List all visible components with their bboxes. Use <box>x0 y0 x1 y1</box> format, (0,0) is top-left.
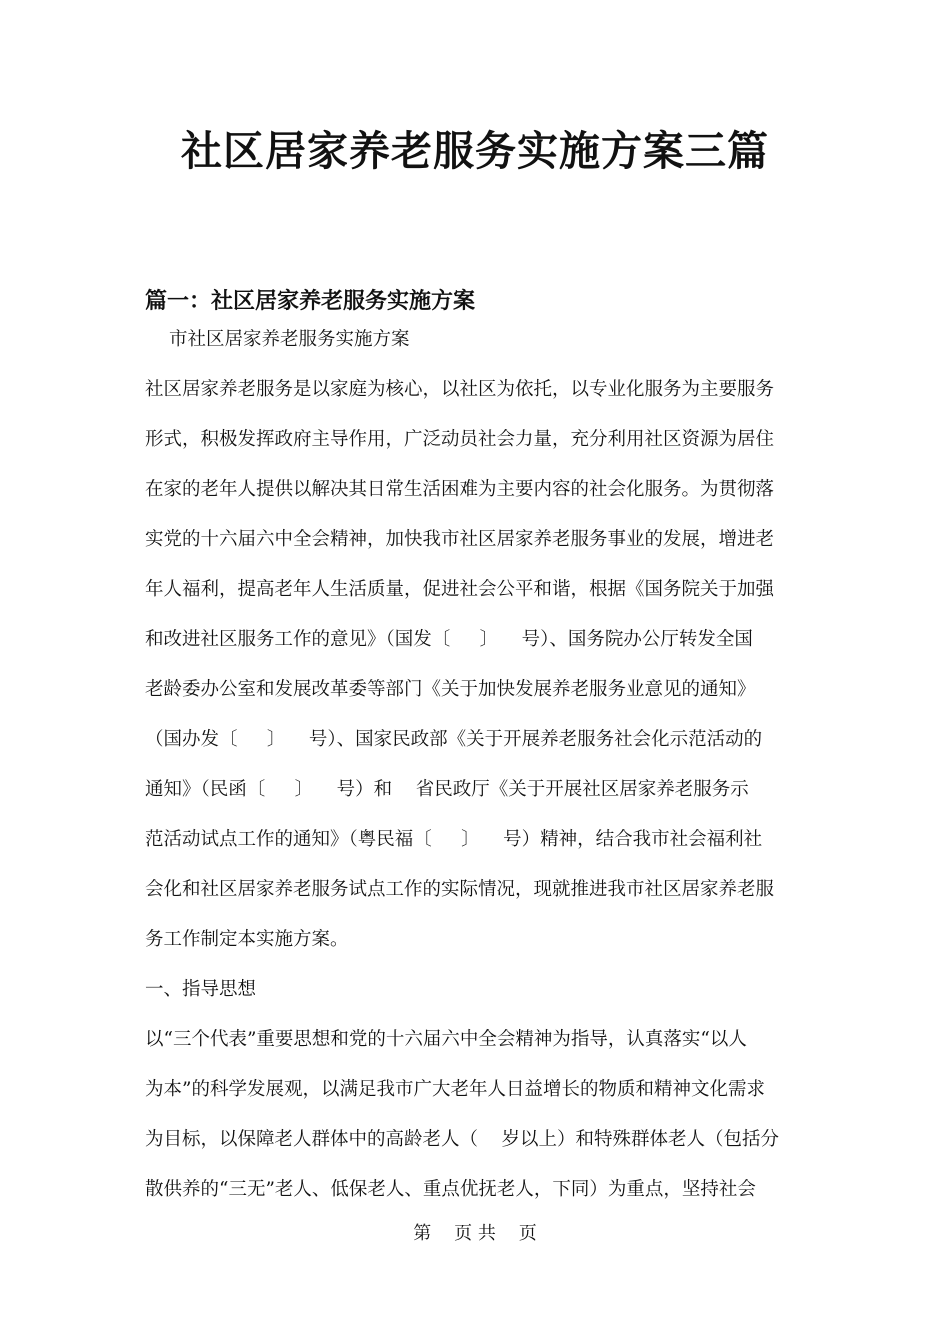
body-line: 务工作制定本实施方案。 <box>145 929 349 950</box>
body-line: 通知》（民函〔 〕 号）和 省民政厅《关于开展社区居家养老服务示 <box>145 779 749 800</box>
body-line: 年人福利，提高老年人生活质量，促进社会公平和谐，根据《国务院关于加强 <box>145 579 775 600</box>
section-heading: 篇一：社区居家养老服务实施方案 <box>145 288 476 315</box>
body-line: 会化和社区居家养老服务试点工作的实际情况，现就推进我市社区居家养老服 <box>145 879 775 900</box>
body-line: 老龄委办公室和发展改革委等部门《关于加快发展养老服务业意见的通知》 <box>145 679 756 700</box>
body-line: （国办发〔 〕 号）、国家民政部《关于开展养老服务社会化示范活动的 <box>145 729 763 750</box>
body-line: 以“三个代表”重要思想和党的十六届六中全会精神为指导，认真落实“以人 <box>145 1029 747 1050</box>
page-number-footer: 第 页 共 页 <box>413 1223 537 1244</box>
document-title: 社区居家养老服务实施方案三篇 <box>181 127 769 176</box>
body-line: 和改进社区服务工作的意见》（国发〔 〕 号）、国务院办公厅转发全国 <box>145 629 753 650</box>
body-line: 为目标，以保障老人群体中的高龄老人（ 岁以上）和特殊群体老人（包括分 <box>145 1129 780 1150</box>
body-line: 实党的十六届六中全会精神，加快我市社区居家养老服务事业的发展，增进老 <box>145 529 775 550</box>
body-line: 在家的老年人提供以解决其日常生活困难为主要内容的社会化服务。为贯彻落 <box>145 479 775 500</box>
body-line: 范活动试点工作的通知》（粤民福〔 〕 号）精神，结合我市社会福利社 <box>145 829 763 850</box>
body-line: 社区居家养老服务是以家庭为核心，以社区为依托，以专业化服务为主要服务 <box>145 379 775 400</box>
body-line: 散供养的“三无”老人、低保老人、重点优抚老人，下同）为重点，坚持社会 <box>145 1179 756 1200</box>
body-line: 为本”的科学发展观，以满足我市广大老年人日益增长的物质和精神文化需求 <box>145 1079 765 1100</box>
subtitle-line: 市社区居家养老服务实施方案 <box>169 329 410 350</box>
document-body <box>145 325 825 1225</box>
subheading-line: 一、指导思想 <box>145 979 257 1000</box>
body-line: 形式，积极发挥政府主导作用，广泛动员社会力量，充分利用社区资源为居住 <box>145 429 775 450</box>
